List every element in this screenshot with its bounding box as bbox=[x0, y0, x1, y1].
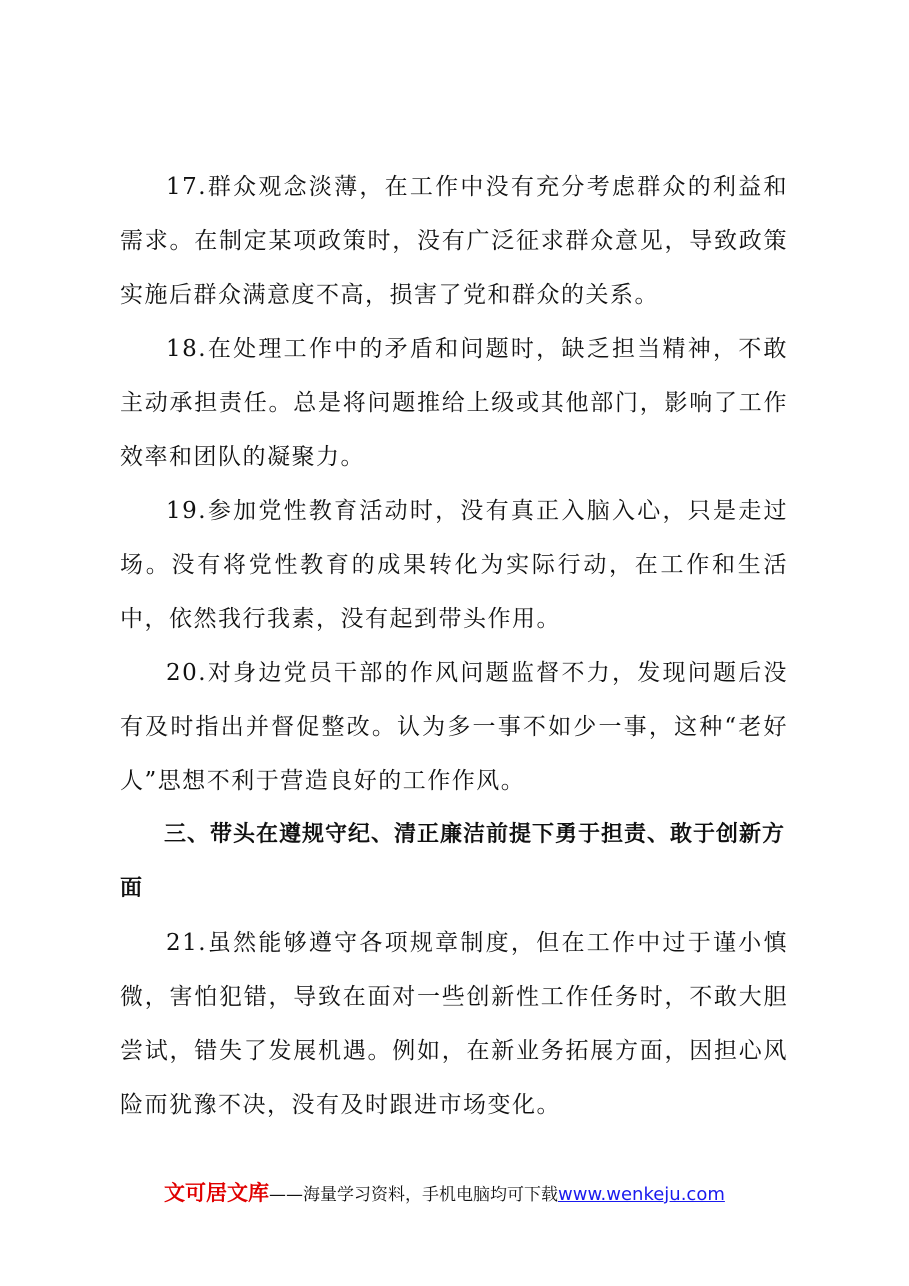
section-heading-3: 三、带头在遵规守纪、清正廉洁前提下勇于担责、敢于创新方面 bbox=[120, 822, 786, 901]
footer-tagline: ——海量学习资料，手机电脑均可下载 bbox=[269, 1185, 558, 1205]
paragraph-20: 20.对身边党员干部的作风问题监督不力，发现问题后没有及时指出并督促整改。认为多一事不如少一事，这种“老好人”思想不利于营造良好的工作作风。 bbox=[120, 660, 788, 794]
paragraph-18: 18.在处理工作中的矛盾和问题时，缺乏担当精神，不敢主动承担责任。总是将问题推给上级或其他部门，影响了工作效率和团队的凝聚力。 bbox=[120, 336, 788, 470]
paragraph-19: 19.参加党性教育活动时，没有真正入脑入心，只是走过场。没有将党性教育的成果转化为实际行动，在工作和生活中，依然我行我素，没有起到带头作用。 bbox=[120, 498, 788, 632]
footer-banner bbox=[164, 1178, 725, 1210]
paragraph-17: 17.群众观念淡薄，在工作中没有充分考虑群众的利益和需求。在制定某项政策时，没有广泛征求群众意见，导致政策实施后群众满意度不高，损害了党和群众的关系。 bbox=[120, 174, 788, 308]
document-body bbox=[120, 160, 788, 1132]
footer-url-link[interactable]: www.wenkeju.com bbox=[558, 1184, 725, 1205]
footer-brand: 文可居文库 bbox=[164, 1181, 269, 1205]
paragraph-21: 21.虽然能够遵守各项规章制度，但在工作中过于谨小慎微，害怕犯错，导致在面对一些创新性工作任务时，不敢大胆尝试，错失了发展机遇。例如，在新业务拓展方面，因担心风险而犹豫不决，没有及时跟进市场变化。 bbox=[120, 930, 788, 1118]
